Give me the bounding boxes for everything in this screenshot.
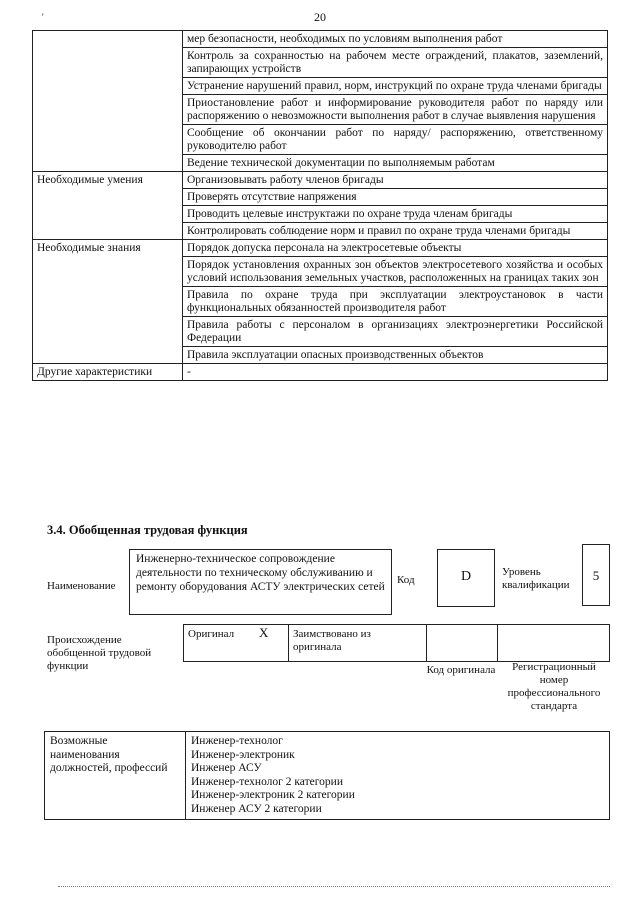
row-label [33, 31, 183, 172]
list-item: Инженер-технолог 2 категории [191, 775, 343, 788]
level-label: Уровень квалификации [502, 566, 570, 591]
positions-label: Возможные наименования должностей, профессий [45, 732, 186, 820]
table-cell: Контролировать соблюдение норм и правил по охране труда членами бригады [183, 223, 608, 240]
reg-number-cell [497, 624, 610, 662]
table-row [33, 31, 608, 48]
competency-table [32, 30, 608, 381]
original-mark: X [259, 625, 269, 640]
table-cell: Ведение технической документации по выполняемым работам [183, 155, 608, 172]
positions-list [186, 732, 610, 820]
section-title: 3.4. Обобщенная трудовая функция [47, 523, 248, 537]
table-cell: Проверять отсутствие напряжения [183, 189, 608, 206]
list-item: Инженер-технолог [191, 735, 283, 747]
list-item: Инженер АСУ 2 категории [191, 802, 322, 815]
code-original-cell [426, 624, 498, 662]
table-cell: Устранение нарушений правил, норм, инструкций по охране труда членами бригады [183, 78, 608, 95]
table-row [45, 732, 610, 820]
name-box [129, 549, 392, 615]
table-cell: Контроль за сохранностью на рабочем месте ограждений, плакатов, заземлений, запирающих устройств [183, 48, 608, 78]
table-cell: Правила эксплуатации опасных производственных объектов [183, 347, 608, 364]
reg-number-label: Регистрационный номер профессионального стандарта [507, 661, 601, 712]
table-cell: Порядок допуска персонала на электросетевые объекты [183, 240, 608, 257]
borrowed-label: Заимствовано из оригинала [293, 628, 371, 653]
table-cell: - [183, 364, 608, 381]
corner-mark: ' [42, 12, 44, 22]
list-item: Инженер-электроник [191, 748, 295, 761]
table-cell: Правила работы с персоналом в организациях электроэнергетики Российской Федерации [183, 317, 608, 347]
level-value: 5 [592, 568, 600, 583]
borrowed-cell [288, 624, 427, 662]
knowledge-label: Необходимые знания [33, 240, 183, 364]
table-cell: Приостановление работ и информирование руководителя работ по наряду или распоряжению о невозможности выполнения работ в случае выявления нарушения [183, 95, 608, 125]
name-value: Инженерно-техническое сопровождение деятельности по техническому обслуживанию и ремонту оборудования АСТУ электрических сетей [136, 553, 385, 593]
name-label: Наименование [47, 580, 116, 592]
original-label: Оригинал [188, 628, 235, 640]
code-original-label: Код оригинала [426, 664, 496, 676]
table-cell: Проводить целевые инструктажи по охране труда членам бригады [183, 206, 608, 223]
table-cell: Правила по охране труда при эксплуатации электроустановок в части функциональных обязанностей производителя работ [183, 287, 608, 317]
other-label: Другие характеристики [33, 364, 183, 381]
skills-label: Необходимые умения [33, 172, 183, 240]
table-cell: Порядок установления охранных зон объектов электросетевого хозяйства и особых условий использования земельных участков, расположенных на границах таких зон [183, 257, 608, 287]
original-cell [183, 624, 289, 662]
level-box [582, 544, 610, 606]
code-box [437, 549, 495, 607]
table-cell: мер безопасности, необходимых по условиям выполнения работ [183, 31, 608, 48]
footer-line [58, 886, 610, 887]
origin-label: Происхождение обобщенной трудовой функции [47, 634, 152, 672]
code-label: Код [397, 574, 415, 586]
table-cell: Сообщение об окончании работ по наряду/ распоряжению, ответственному руководителю работ [183, 125, 608, 155]
list-item: Инженер АСУ [191, 762, 262, 774]
positions-table [44, 731, 610, 820]
table-row [33, 240, 608, 257]
list-item: Инженер-электроник 2 категории [191, 789, 355, 801]
code-value: D [460, 569, 472, 584]
table-cell: Организовывать работу членов бригады [183, 172, 608, 189]
table-row [33, 172, 608, 189]
page-number: 20 [314, 10, 326, 24]
table-row [33, 364, 608, 381]
